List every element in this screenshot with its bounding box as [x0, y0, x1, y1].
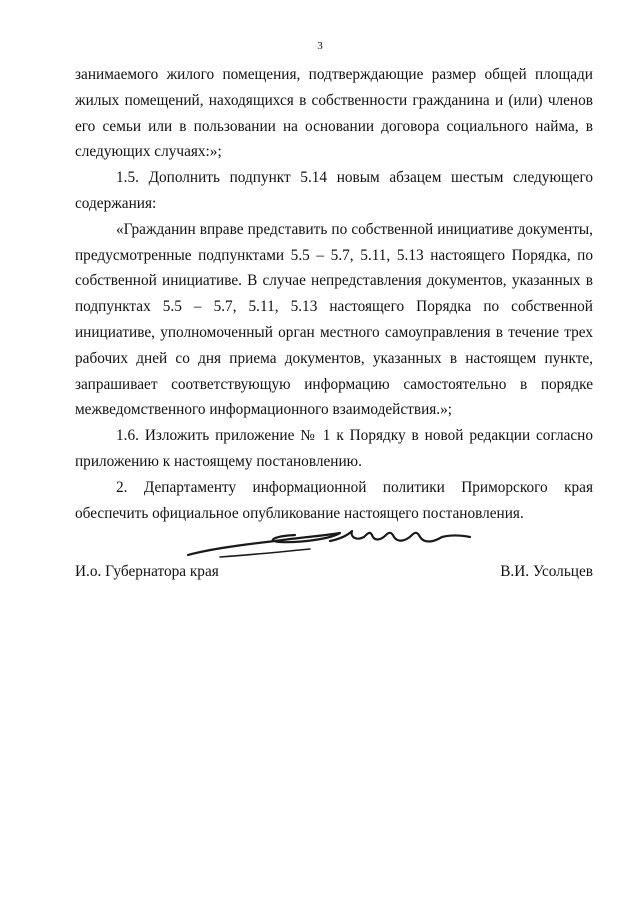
paragraph-item-1-5: 1.5. Дополнить подпункт 5.14 новым абзацем шестым следующего содержания:: [75, 169, 593, 212]
document-body: [75, 62, 593, 526]
handwritten-signature: [180, 519, 475, 563]
signer-name: В.И. Усольцев: [500, 563, 593, 580]
signer-title: И.о. Губернатора края: [75, 563, 219, 580]
paragraph-continuation: занимаемого жилого помещения, подтверждающие размер общей площади жилых помещений, находящихся в собственности гражданина и (или) членов его семьи или в пользовании на основании договора социального найма, в следующих случаях:»;: [75, 66, 593, 161]
page-number: 3: [317, 40, 323, 52]
signature-block: [75, 563, 593, 589]
paragraph-quoted-text: «Гражданин вправе представить по собственной инициативе документы, предусмотренные подпунктами 5.5 – 5.7, 5.11, 5.13 настоящего Порядка, по собственной инициативе. В случае непредставления документов, указанных в подпунктах 5.5 – 5.7, 5.11, 5.13 настоящего Порядка по собственной инициативе, уполномоченный орган местного самоуправления в течение трех рабочих дней со дня приема документов, указанных в настоящем пункте, запрашивает соответствующую информацию самостоятельно в порядке межведомственного информационного взаимодействия.»;: [75, 220, 593, 419]
paragraph-item-1-6: 1.6. Изложить приложение № 1 к Порядку в новой редакции согласно приложению к настоящему постановлению.: [75, 427, 593, 470]
paragraph-item-2: 2. Департаменту информационной политики Приморского края обеспечить официальное опубликование настоящего постановления.: [75, 478, 593, 522]
